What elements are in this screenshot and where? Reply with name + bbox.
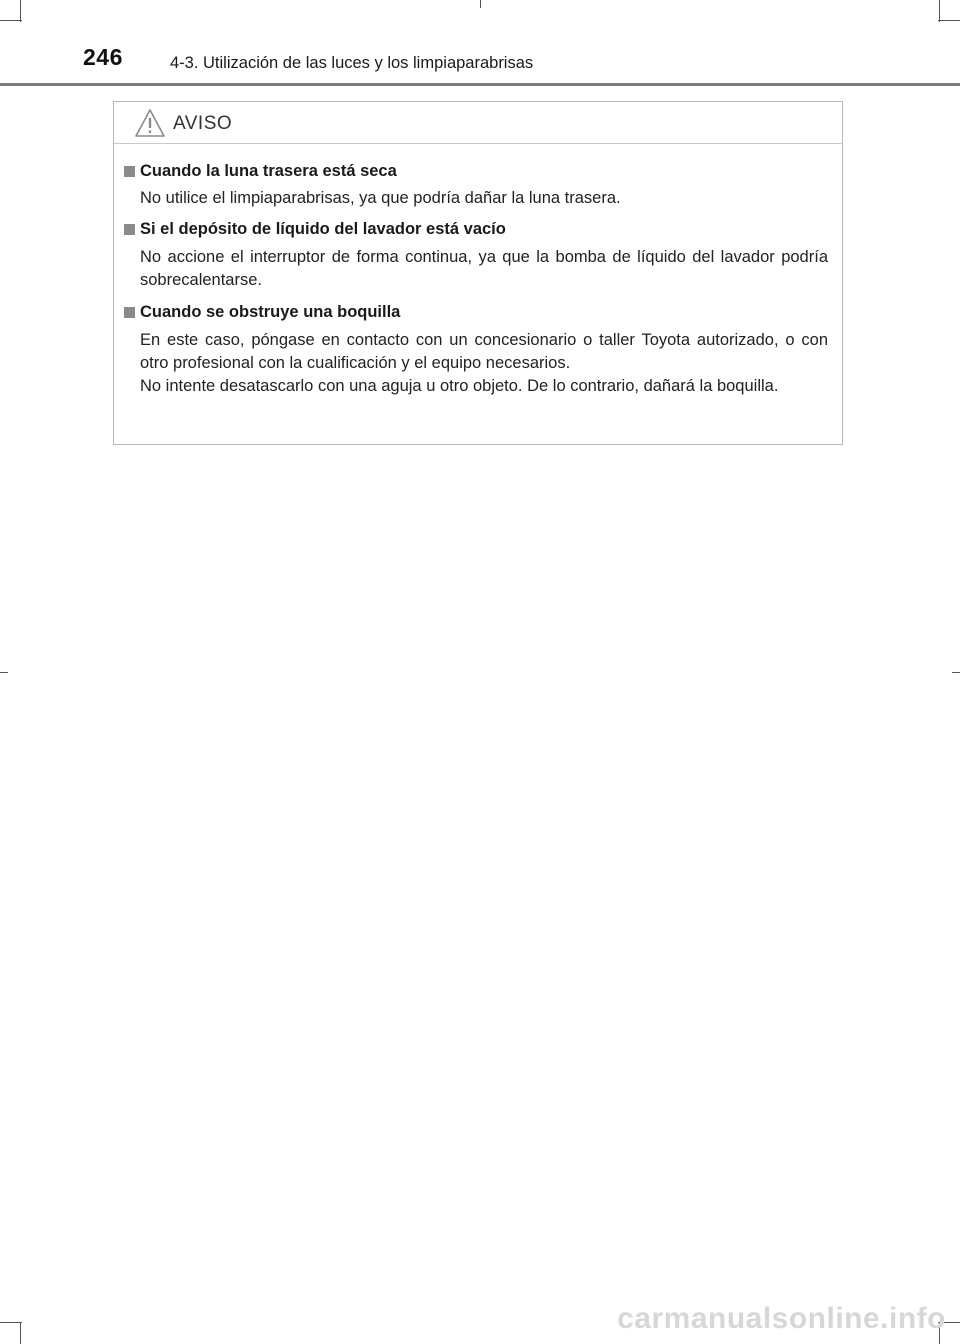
crop-mark [938,20,960,21]
crop-mark [20,0,21,22]
crop-mark [939,0,940,22]
square-bullet-icon [124,307,135,318]
crop-mark [0,672,8,673]
crop-mark [0,20,22,21]
section-title: 4-3. Utilización de las luces y los limpiaparabrisas [170,54,534,72]
warning-header [114,102,842,144]
warning-item-title: Cuando se obstruye una boquilla [140,303,401,321]
square-bullet-icon [124,166,135,177]
page-number: 246 [83,44,123,70]
warning-item-body: No accione el interruptor de forma continua, ya que la bomba de líquido del lavador podría sobrecalentarse. [140,248,828,289]
crop-mark [20,1322,21,1344]
warning-item-body: No utilice el limpiaparabrisas, ya que podría dañar la luna trasera. [140,189,621,207]
crop-mark [0,1322,22,1323]
warning-item-body: No intente desatascarlo con una aguja u otro objeto. De lo contrario, dañará la boquilla. [140,377,779,395]
warning-box [113,101,843,445]
warning-item-title: Si el depósito de líquido del lavador está vacío [140,220,506,238]
warning-item-body: En este caso, póngase en contacto con un concesionario o taller Toyota autorizado, o con otro profesional con la cualificación y el equipo necesarios. [140,331,828,372]
warning-triangle-icon [134,108,166,138]
square-bullet-icon [124,224,135,235]
crop-mark [480,0,481,8]
crop-mark [952,672,960,673]
warning-title: AVISO [173,113,233,134]
watermark: carmanualsonline.info [617,1302,946,1335]
header-divider [0,83,960,86]
warning-item-title: Cuando la luna trasera está seca [140,162,397,180]
